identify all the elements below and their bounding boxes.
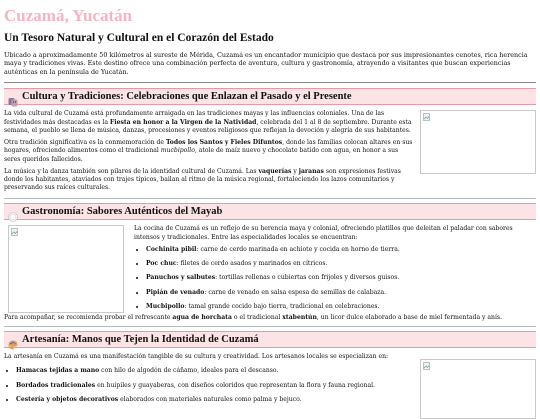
dance-name: vaquerías [258,167,292,175]
craft-name: Bordados tradicionales [16,381,96,389]
gastronomia-image [8,225,124,313]
craft-name: Hamacas tejidas a mano [16,367,100,375]
dish-name: Panuchos y salbutes [146,274,216,282]
intro-paragraph: Ubicado a aproximadamente 50 kilómetros al sureste de Mérida, Cuzamá es un encantador municipio que destaca por sus impresionantes cenotes, rica herencia maya y tradiciones vivas. Este destino ofrece una combinación perfecta de aventura, cultura y gastronomía, atrayendo a visitantes que buscan experiencias auténticas en la península de Yucatán. [4,50,528,76]
gastronomia-closing [4,314,536,322]
text-run: , un licor dulce elaborado a base de miel fermentada y anís. [316,313,502,321]
drink-name: xtabentún [282,313,317,321]
cultura-image [420,110,536,174]
list-item [16,382,414,390]
dish-name: Poc chuc [146,260,177,268]
palette-icon [8,335,18,345]
craft-name: Cestería y objetos decorativos [16,395,119,403]
gastronomia-intro: La cocina de Cuzamá es un reflejo de su herencia maya y colonial, ofreciendo platillos que deleitan el paladar con sabores intensos y tradicionales. Entre las especialidades locales se encuentran: [134,225,513,241]
list-item [146,274,536,282]
cultura-paragraph-1 [4,110,414,135]
text-run: , atole de maíz nuevo y chocolate batido con agua, en honor a sus seres queridos fallecidos. [4,147,399,163]
dish-name: Pipián de venado [146,288,205,296]
list-item [146,260,536,268]
drink-name: agua de horchata [172,313,232,321]
dish-description: : tamal grande cocido bajo tierra, tradicional en celebraciones. [184,302,380,310]
holiday-name: Todos los Santos y Fieles Difuntos [165,139,283,147]
divider [4,198,536,199]
plate-icon [8,207,18,217]
text-run: , donde las familias colocan altares en sus hogares, ofreciendo alimentos como el tradicional [4,139,413,155]
artesania-image [420,359,536,419]
text-run: La vida cultural de Cuzamá está profundamente arraigada en las tradiciones mayas y las influencias coloniales. Una de las festividades más destacadas es la [4,110,385,126]
cultura-content [4,110,536,196]
page-subtitle: Un Tesoro Natural y Cultural en el Corazón del Estado [4,31,274,44]
text-run: o el tradicional [231,313,283,321]
dish-description: : filetes de cerdo asados y marinados en cítricos. [176,260,328,268]
list-item [146,289,536,297]
dish-description: : carne de venado en salsa espesa de semillas de calabaza. [204,288,387,296]
site-title: Cuzamá, Yucatán [4,6,133,25]
cultura-paragraph-3 [4,168,414,193]
broken-image-icon [423,362,430,370]
dish-description: : carne de cerdo marinada en achiote y cocida en horno de tierra. [196,245,400,253]
list-item [16,367,414,375]
cultura-paragraph-2 [4,139,414,164]
list-item [146,303,536,311]
text-run: Para acompañar, se recomienda probar el refrescante [4,313,173,321]
dish-name: Mucbipollo [146,302,185,310]
dish-name: Cochinita pibil [146,245,197,253]
section-title-cultura: Cultura y Tradiciones: Celebraciones que Enlazan el Pasado y el Presente [22,91,352,103]
artesania-intro: La artesanía en Cuzamá es una manifestación tangible de su cultura y creatividad. Los artesanos locales se especializan en: [4,353,389,361]
craft-description: en huipiles y guayaberas, con diseños coloridos que representan la flora y fauna regional. [95,381,375,389]
craft-description: con hilo de algodón de cáñamo, ideales para el descanso. [99,367,279,375]
section-title-gastronomia: Gastronomía: Sabores Auténticos del Mayab [22,206,223,218]
divider [4,326,536,327]
text-run: La música y la danza también son pilares de la identidad cultural de Cuzamá. Las [4,167,259,175]
gastronomia-content [4,225,536,314]
dish-list [134,246,536,311]
text-run: , celebrada del 1 al 8 de septiembre. Durante esta semana, el pueblo se llena de música, danzas, procesiones y eventos religiosos que reflejan la devoción y alegría de sus habitantes. [4,118,412,134]
dance-name: jaranas [298,167,324,175]
section-header-cultura [4,88,536,105]
section-title-artesania: Artesanía: Manos que Tejen la Identidad de Cuzamá [22,334,259,346]
craft-description: elaborados con materiales naturales como palma y bejuco. [118,395,302,403]
list-item [16,396,414,404]
list-item [146,246,536,254]
section-header-artesania [4,331,536,348]
artesania-content [4,353,536,419]
theater-masks-icon [8,92,18,102]
broken-image-icon [423,113,430,121]
dish-description: : tortillas rellenas o cubiertas con frijoles y diversos guisos. [215,274,400,282]
section-header-gastronomia [4,203,536,220]
fiesta-name: Fiesta en honor a la Virgen de la Natividad [109,118,257,126]
dish-name: mucbipollo [160,147,195,155]
text-run: son expresiones festivas donde los habitantes, ataviados con trajes típicos, bailan al ritmo de la música regional, fortaleciendo los lazos comunitarios y preservando sus raíces culturales. [4,167,401,192]
text-run: y [291,167,299,175]
text-run: Otra tradición significativa es la conmemoración de [4,139,166,147]
divider [4,82,536,83]
broken-image-icon [11,228,18,236]
craft-list [4,367,414,404]
